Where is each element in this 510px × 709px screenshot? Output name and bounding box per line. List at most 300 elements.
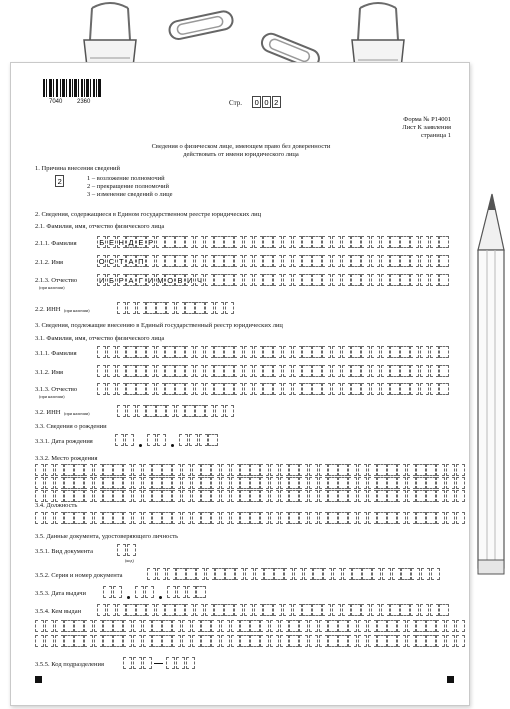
input-cell[interactable] — [387, 490, 396, 502]
input-cell[interactable] — [185, 255, 194, 267]
input-cell[interactable] — [368, 490, 377, 502]
input-cell[interactable] — [113, 620, 122, 632]
input-cell[interactable] — [172, 620, 181, 632]
input-cell[interactable] — [299, 477, 308, 489]
input-cell[interactable] — [97, 346, 106, 358]
input-cell[interactable] — [421, 568, 430, 580]
input-cell[interactable] — [192, 477, 201, 489]
input-cell[interactable] — [84, 620, 93, 632]
input-cell[interactable] — [254, 346, 263, 358]
input-cell[interactable] — [147, 434, 156, 446]
input-cell[interactable] — [299, 490, 308, 502]
input-cell[interactable] — [123, 464, 132, 476]
input-cell[interactable] — [382, 568, 391, 580]
input-cell[interactable] — [270, 477, 279, 489]
input-cell[interactable] — [221, 490, 230, 502]
input-cell[interactable] — [390, 274, 399, 286]
input-cell[interactable] — [250, 477, 259, 489]
new-inn-cells[interactable] — [117, 405, 234, 417]
input-cell[interactable] — [304, 568, 313, 580]
input-cell[interactable] — [342, 365, 351, 377]
input-cell[interactable] — [407, 512, 416, 524]
input-cell[interactable] — [342, 604, 351, 616]
input-cell[interactable] — [263, 255, 272, 267]
input-cell[interactable] — [407, 490, 416, 502]
input-cell[interactable] — [263, 365, 272, 377]
input-cell[interactable] — [55, 464, 64, 476]
input-cell[interactable] — [146, 405, 155, 417]
input-cell[interactable] — [94, 490, 103, 502]
input-cell[interactable] — [224, 365, 233, 377]
input-cell[interactable] — [234, 236, 243, 248]
input-cell[interactable] — [280, 464, 289, 476]
input-cell[interactable] — [224, 604, 233, 616]
birth-place-cells-1[interactable] — [35, 464, 465, 476]
input-cell[interactable] — [312, 604, 321, 616]
input-cell[interactable] — [328, 477, 337, 489]
input-cell[interactable] — [400, 274, 409, 286]
input-cell[interactable] — [240, 635, 249, 647]
input-cell[interactable] — [175, 255, 184, 267]
input-cell[interactable] — [74, 620, 83, 632]
input-cell[interactable] — [211, 464, 220, 476]
input-cell[interactable] — [400, 604, 409, 616]
input-cell[interactable] — [410, 236, 419, 248]
input-cell[interactable] — [439, 255, 448, 267]
input-cell[interactable] — [377, 635, 386, 647]
input-cell[interactable] — [214, 383, 223, 395]
input-cell[interactable] — [426, 635, 435, 647]
input-cell[interactable] — [264, 568, 273, 580]
input-cell[interactable] — [64, 512, 73, 524]
input-cell[interactable]: Е — [107, 236, 116, 248]
input-cell[interactable] — [224, 346, 233, 358]
input-cell[interactable] — [143, 464, 152, 476]
input-cell[interactable] — [411, 568, 420, 580]
input-cell[interactable] — [167, 586, 176, 598]
input-cell[interactable] — [133, 635, 142, 647]
input-cell[interactable] — [430, 346, 439, 358]
input-cell[interactable] — [156, 255, 165, 267]
input-cell[interactable] — [165, 255, 174, 267]
input-cell[interactable] — [234, 383, 243, 395]
input-cell[interactable] — [55, 635, 64, 647]
input-cell[interactable]: Г — [136, 274, 145, 286]
input-cell[interactable] — [231, 620, 240, 632]
input-cell[interactable] — [328, 635, 337, 647]
input-cell[interactable] — [319, 512, 328, 524]
input-cell[interactable] — [175, 236, 184, 248]
input-cell[interactable] — [420, 346, 429, 358]
input-cell[interactable] — [293, 274, 302, 286]
input-cell[interactable] — [214, 365, 223, 377]
input-cell[interactable] — [430, 255, 439, 267]
input-cell[interactable] — [64, 477, 73, 489]
input-cell[interactable] — [240, 620, 249, 632]
input-cell[interactable] — [416, 477, 425, 489]
input-cell[interactable] — [215, 405, 224, 417]
input-cell[interactable] — [426, 490, 435, 502]
input-cell[interactable] — [133, 512, 142, 524]
input-cell[interactable] — [289, 620, 298, 632]
input-cell[interactable]: Ч — [195, 274, 204, 286]
input-cell[interactable] — [387, 635, 396, 647]
input-cell[interactable] — [436, 635, 445, 647]
input-cell[interactable] — [166, 657, 175, 669]
input-cell[interactable] — [400, 346, 409, 358]
input-cell[interactable] — [117, 346, 126, 358]
input-cell[interactable] — [165, 236, 174, 248]
input-cell[interactable] — [368, 635, 377, 647]
input-cell[interactable] — [165, 604, 174, 616]
input-cell[interactable] — [250, 490, 259, 502]
input-cell[interactable] — [143, 490, 152, 502]
input-cell[interactable] — [299, 512, 308, 524]
input-cell[interactable] — [273, 604, 282, 616]
input-cell[interactable] — [231, 512, 240, 524]
input-cell[interactable] — [240, 490, 249, 502]
input-cell[interactable] — [123, 657, 132, 669]
input-cell[interactable] — [143, 657, 152, 669]
input-cell[interactable] — [156, 405, 165, 417]
input-cell[interactable] — [146, 383, 155, 395]
input-cell[interactable] — [351, 236, 360, 248]
input-cell[interactable] — [436, 620, 445, 632]
input-cell[interactable] — [332, 383, 341, 395]
input-cell[interactable] — [146, 255, 155, 267]
input-cell[interactable] — [182, 477, 191, 489]
input-cell[interactable] — [381, 346, 390, 358]
input-cell[interactable] — [205, 383, 214, 395]
input-cell[interactable] — [117, 544, 126, 556]
input-cell[interactable] — [103, 464, 112, 476]
input-cell[interactable] — [439, 274, 448, 286]
input-cell[interactable] — [35, 512, 44, 524]
input-cell[interactable] — [309, 464, 318, 476]
input-cell[interactable] — [185, 383, 194, 395]
input-cell[interactable]: Р — [117, 274, 126, 286]
input-cell[interactable] — [416, 464, 425, 476]
input-cell[interactable] — [416, 490, 425, 502]
input-cell[interactable] — [381, 236, 390, 248]
input-cell[interactable] — [175, 346, 184, 358]
input-cell[interactable] — [420, 255, 429, 267]
input-cell[interactable] — [426, 512, 435, 524]
input-cell[interactable] — [94, 512, 103, 524]
input-cell[interactable] — [156, 604, 165, 616]
input-cell[interactable] — [221, 512, 230, 524]
input-cell[interactable] — [302, 255, 311, 267]
input-cell[interactable] — [126, 365, 135, 377]
reason-code-value[interactable]: 2 — [55, 175, 64, 187]
input-cell[interactable] — [185, 365, 194, 377]
input-cell[interactable] — [84, 490, 93, 502]
input-cell[interactable] — [172, 477, 181, 489]
input-cell[interactable] — [133, 477, 142, 489]
input-cell[interactable] — [371, 365, 380, 377]
input-cell[interactable] — [358, 620, 367, 632]
input-cell[interactable] — [192, 464, 201, 476]
position-cells[interactable] — [35, 512, 465, 524]
input-cell[interactable] — [156, 346, 165, 358]
input-cell[interactable] — [410, 255, 419, 267]
input-cell[interactable] — [103, 512, 112, 524]
input-cell[interactable] — [225, 405, 234, 417]
input-cell[interactable] — [117, 383, 126, 395]
input-cell[interactable] — [146, 346, 155, 358]
input-cell[interactable] — [368, 464, 377, 476]
input-cell[interactable] — [225, 302, 234, 314]
input-cell[interactable] — [338, 490, 347, 502]
input-cell[interactable] — [410, 274, 419, 286]
input-cell[interactable] — [260, 477, 269, 489]
input-cell[interactable] — [436, 477, 445, 489]
input-cell[interactable] — [407, 635, 416, 647]
input-cell[interactable] — [231, 635, 240, 647]
input-cell[interactable] — [390, 255, 399, 267]
input-cell[interactable] — [431, 568, 440, 580]
input-cell[interactable] — [387, 464, 396, 476]
input-cell[interactable] — [371, 346, 380, 358]
input-cell[interactable] — [205, 405, 214, 417]
input-cell[interactable] — [113, 490, 122, 502]
input-cell[interactable] — [371, 604, 380, 616]
input-cell[interactable] — [117, 302, 126, 314]
input-cell[interactable] — [196, 568, 205, 580]
input-cell[interactable] — [381, 255, 390, 267]
input-cell[interactable] — [195, 346, 204, 358]
input-cell[interactable] — [205, 274, 214, 286]
input-cell[interactable] — [392, 568, 401, 580]
input-cell[interactable] — [368, 620, 377, 632]
input-cell[interactable] — [377, 477, 386, 489]
input-cell[interactable] — [263, 274, 272, 286]
input-cell[interactable] — [201, 490, 210, 502]
input-cell[interactable] — [205, 236, 214, 248]
input-cell[interactable] — [381, 383, 390, 395]
input-cell[interactable] — [390, 236, 399, 248]
input-cell[interactable] — [215, 302, 224, 314]
input-cell[interactable] — [201, 512, 210, 524]
input-cell[interactable] — [351, 604, 360, 616]
input-cell[interactable]: Н — [118, 238, 124, 247]
input-cell[interactable] — [270, 490, 279, 502]
input-cell[interactable] — [201, 620, 210, 632]
input-cell[interactable] — [342, 346, 351, 358]
input-cell[interactable] — [157, 568, 166, 580]
input-cell[interactable] — [211, 477, 220, 489]
input-cell[interactable] — [55, 477, 64, 489]
input-cell[interactable] — [94, 635, 103, 647]
input-cell[interactable]: И — [147, 276, 154, 285]
input-cell[interactable] — [407, 620, 416, 632]
input-cell[interactable] — [103, 620, 112, 632]
input-cell[interactable] — [348, 512, 357, 524]
input-cell[interactable] — [381, 604, 390, 616]
input-cell[interactable] — [64, 620, 73, 632]
input-cell[interactable]: В — [175, 274, 184, 286]
input-cell[interactable] — [401, 568, 410, 580]
input-cell[interactable] — [195, 405, 204, 417]
input-cell[interactable] — [74, 490, 83, 502]
input-cell[interactable] — [231, 490, 240, 502]
input-cell[interactable] — [126, 604, 135, 616]
input-cell[interactable] — [182, 464, 191, 476]
input-cell[interactable] — [185, 346, 194, 358]
input-cell[interactable] — [390, 365, 399, 377]
input-cell[interactable] — [254, 236, 263, 248]
input-cell[interactable] — [192, 490, 201, 502]
input-cell[interactable] — [358, 477, 367, 489]
input-cell[interactable] — [162, 464, 171, 476]
input-cell[interactable] — [107, 365, 116, 377]
input-cell[interactable]: Д — [126, 236, 135, 248]
input-cell[interactable] — [175, 383, 184, 395]
input-cell[interactable]: Б — [107, 274, 116, 286]
input-cell[interactable] — [64, 490, 73, 502]
input-cell[interactable] — [143, 512, 152, 524]
input-cell[interactable] — [55, 620, 64, 632]
input-cell[interactable] — [283, 383, 292, 395]
input-cell[interactable] — [319, 490, 328, 502]
doc-issuer-cells-2[interactable] — [35, 620, 465, 632]
input-cell[interactable] — [456, 490, 465, 502]
input-cell[interactable] — [156, 383, 165, 395]
input-cell[interactable] — [400, 255, 409, 267]
input-cell[interactable] — [107, 604, 116, 616]
input-cell[interactable] — [115, 434, 124, 446]
input-cell[interactable] — [175, 604, 184, 616]
input-cell[interactable] — [263, 383, 272, 395]
input-cell[interactable] — [368, 512, 377, 524]
input-cell[interactable] — [94, 477, 103, 489]
input-cell[interactable] — [397, 512, 406, 524]
input-cell[interactable] — [293, 236, 302, 248]
input-cell[interactable] — [103, 490, 112, 502]
input-cell[interactable] — [312, 236, 321, 248]
input-cell[interactable] — [263, 346, 272, 358]
input-cell[interactable]: П — [138, 257, 144, 266]
input-cell[interactable] — [328, 464, 337, 476]
input-cell[interactable] — [103, 635, 112, 647]
input-cell[interactable] — [113, 464, 122, 476]
input-cell[interactable] — [84, 512, 93, 524]
input-cell[interactable] — [35, 464, 44, 476]
input-cell[interactable] — [74, 512, 83, 524]
input-cell[interactable] — [270, 464, 279, 476]
input-cell[interactable] — [35, 477, 44, 489]
input-cell[interactable] — [103, 477, 112, 489]
input-cell[interactable] — [234, 255, 243, 267]
input-cell[interactable] — [390, 604, 399, 616]
input-cell[interactable] — [377, 620, 386, 632]
input-cell[interactable] — [214, 236, 223, 248]
input-cell[interactable] — [84, 635, 93, 647]
input-cell[interactable] — [302, 274, 311, 286]
input-cell[interactable] — [133, 490, 142, 502]
doc-issuer-cells-3[interactable] — [35, 635, 465, 647]
input-cell[interactable] — [312, 383, 321, 395]
input-cell[interactable] — [165, 346, 174, 358]
division-code-cells-1[interactable] — [123, 657, 152, 669]
input-cell[interactable] — [342, 255, 351, 267]
input-cell[interactable] — [234, 604, 243, 616]
input-cell[interactable] — [430, 383, 439, 395]
input-cell[interactable] — [410, 346, 419, 358]
input-cell[interactable] — [147, 568, 156, 580]
input-cell[interactable] — [322, 346, 331, 358]
input-cell[interactable] — [368, 477, 377, 489]
input-cell[interactable] — [322, 383, 331, 395]
doc-type-cells[interactable] — [117, 544, 137, 556]
input-cell[interactable] — [348, 477, 357, 489]
input-cell[interactable] — [45, 477, 54, 489]
input-cell[interactable] — [436, 512, 445, 524]
input-cell[interactable] — [244, 604, 253, 616]
input-cell[interactable] — [143, 620, 152, 632]
input-cell[interactable] — [97, 365, 106, 377]
input-cell[interactable] — [123, 477, 132, 489]
birth-month-cells[interactable] — [147, 434, 167, 446]
doc-month-cells[interactable] — [135, 586, 155, 598]
input-cell[interactable] — [309, 477, 318, 489]
input-cell[interactable] — [289, 490, 298, 502]
input-cell[interactable] — [299, 635, 308, 647]
birth-year-cells[interactable] — [179, 434, 218, 446]
input-cell[interactable] — [446, 477, 455, 489]
input-cell[interactable] — [302, 236, 311, 248]
input-cell[interactable]: Р — [146, 236, 155, 248]
input-cell[interactable] — [182, 620, 191, 632]
input-cell[interactable] — [64, 635, 73, 647]
input-cell[interactable] — [439, 383, 448, 395]
input-cell[interactable] — [156, 302, 165, 314]
input-cell[interactable] — [377, 490, 386, 502]
input-cell[interactable] — [146, 365, 155, 377]
input-cell[interactable] — [117, 604, 126, 616]
input-cell[interactable] — [136, 383, 145, 395]
input-cell[interactable] — [309, 620, 318, 632]
input-cell[interactable] — [162, 620, 171, 632]
input-cell[interactable] — [254, 383, 263, 395]
input-cell[interactable] — [214, 255, 223, 267]
input-cell[interactable] — [338, 477, 347, 489]
input-cell[interactable] — [172, 490, 181, 502]
input-cell[interactable] — [211, 635, 220, 647]
input-cell[interactable] — [436, 490, 445, 502]
input-cell[interactable] — [387, 512, 396, 524]
input-cell[interactable] — [156, 236, 165, 248]
input-cell[interactable] — [250, 620, 259, 632]
input-cell[interactable] — [260, 620, 269, 632]
input-cell[interactable] — [348, 620, 357, 632]
input-cell[interactable] — [377, 512, 386, 524]
input-cell[interactable] — [224, 274, 233, 286]
input-cell[interactable] — [245, 568, 254, 580]
input-cell[interactable] — [274, 568, 283, 580]
input-cell[interactable] — [319, 477, 328, 489]
input-cell[interactable] — [244, 236, 253, 248]
input-cell[interactable] — [250, 464, 259, 476]
input-cell[interactable]: Б — [97, 236, 106, 248]
input-cell[interactable] — [123, 490, 132, 502]
doc-year-cells[interactable] — [167, 586, 206, 598]
input-cell[interactable] — [107, 383, 116, 395]
input-cell[interactable] — [293, 604, 302, 616]
input-cell[interactable] — [186, 657, 195, 669]
doc-series-cells[interactable] — [147, 568, 440, 580]
input-cell[interactable] — [250, 512, 259, 524]
